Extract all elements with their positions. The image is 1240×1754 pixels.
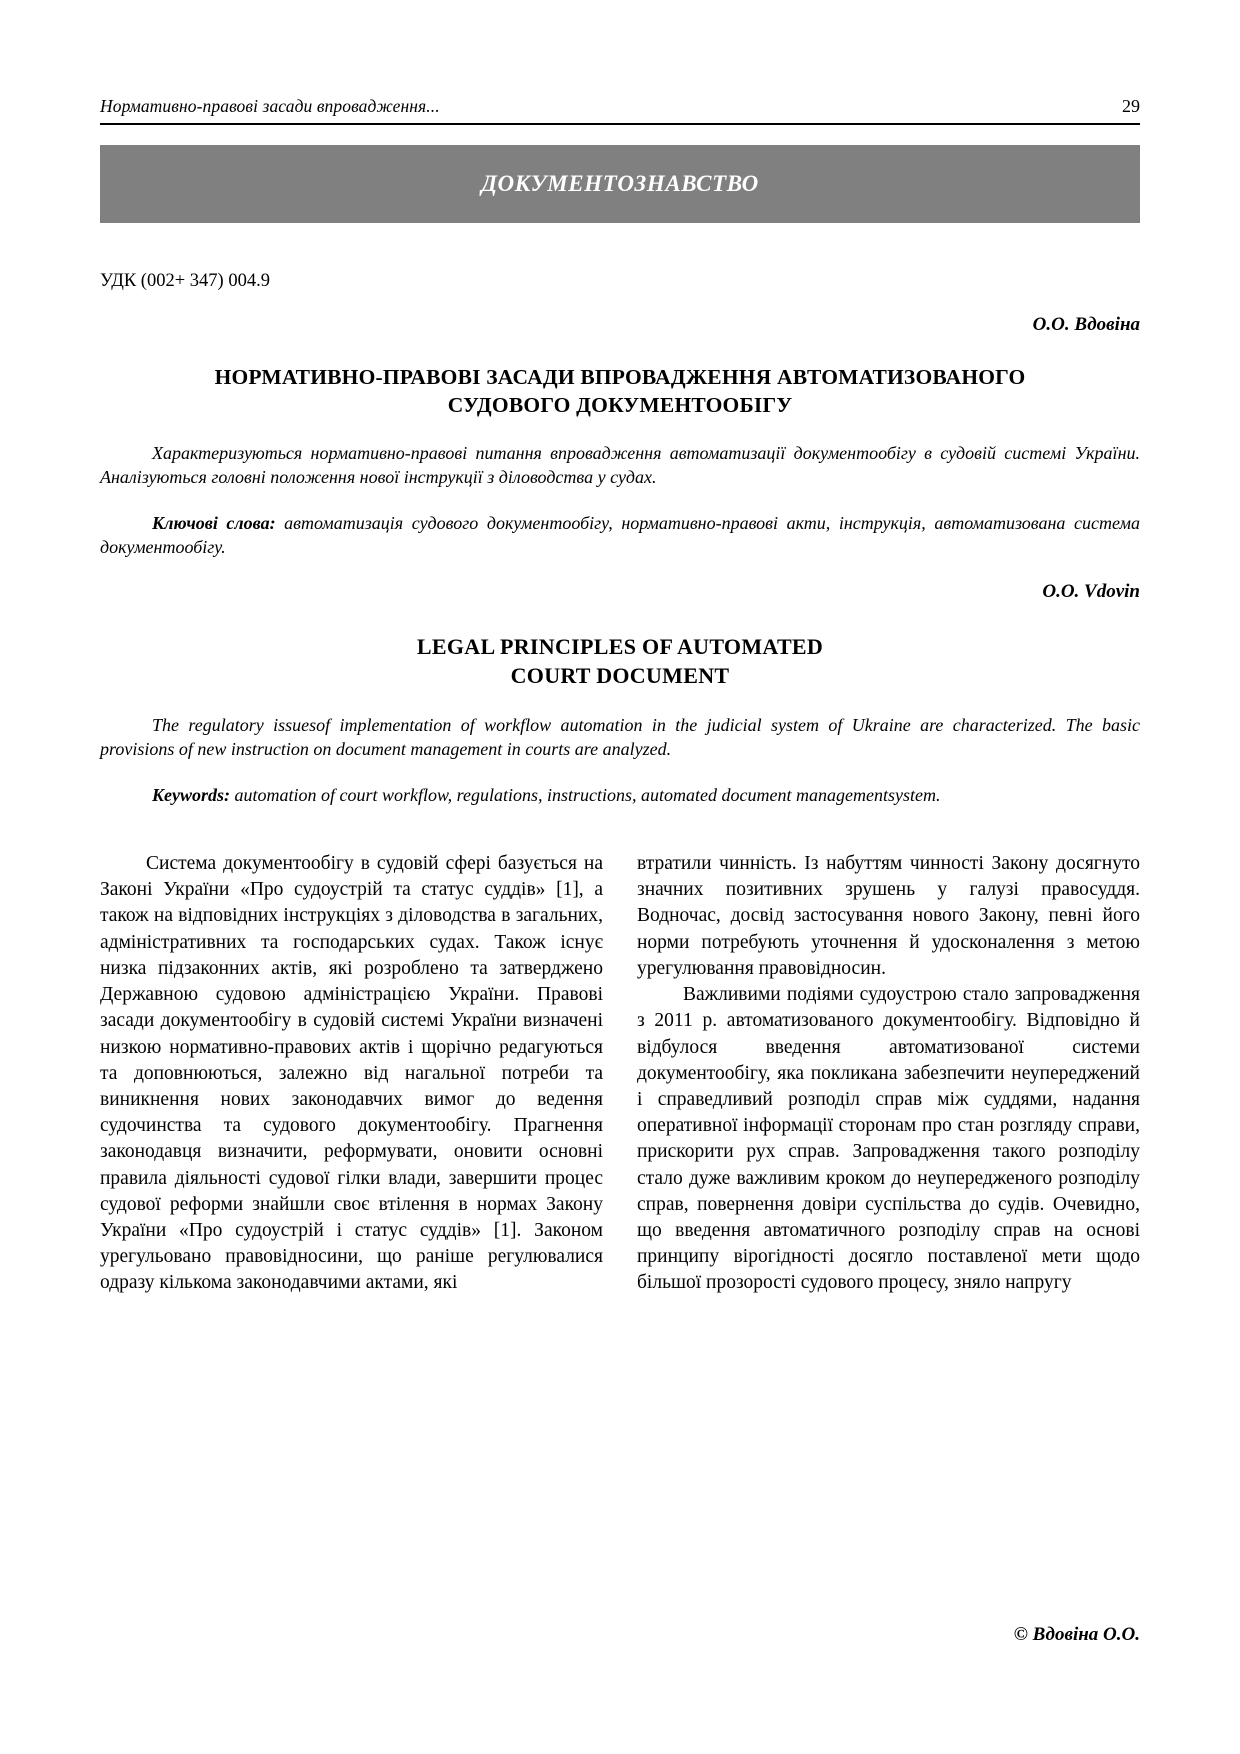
- running-head-title: Нормативно-правові засади впровадження...: [100, 96, 440, 116]
- keywords-uk-label: Ключові слова:: [152, 513, 276, 534]
- keywords-en: [100, 783, 1140, 807]
- article-title-uk-line2: СУДОВОГО ДОКУМЕНТООБІГУ: [447, 392, 793, 417]
- body-columns: [100, 851, 1140, 1297]
- body-column-right: [637, 851, 1140, 1297]
- section-banner-label: ДОКУМЕНТОЗНАВСТВО: [481, 171, 759, 196]
- keywords-en-text: automation of court workflow, regulations, instructions, automated document managementsystem.: [230, 784, 941, 805]
- body-paragraph: Важливими подіями судоустрою стало запровадження з 2011 р. автоматизованого документообігу. Відповідно й відбулося введення автоматизованої системи документообігу, яка покликана забезпечити неупереджений і справедливий розподіл справ між суддями, надання оперативної інформації сторонам про стан розгляду справи, прискорити рух справ. Запровадження такого розподілу стало дуже важливим кроком до неупередженого розподілу справ, повернення довіри суспільства до судів. Очевидно, що введення автоматичного розподілу справ на основі принципу вірогідності досягло поставленої мети щодо більшої прозорості судового процесу, зняло напругу: [637, 984, 1140, 1294]
- abstract-en: The regulatory issuesof implementation of workflow automation in the judicial system of Ukraine are characterized. The basic provisions of new instruction on document management in courts are analyzed.: [100, 714, 1140, 759]
- header-rule: [100, 123, 1140, 125]
- abstract-uk: Характеризуються нормативно-правові питання впровадження автоматизації документообігу в судовій системі України. Аналізуються головні положення нової інструкції з діловодства у судах.: [100, 443, 1140, 488]
- article-title-en-line2: COURT DOCUMENT: [510, 663, 730, 689]
- body-paragraph: втратили чинність. Із набуттям чинності Закону досягнуто значних позитивних зрушень у галузі правосуддя. Водночас, досвід застосування нового Закону, певні його норми потребують уточнення й удосконалення з метою урегулювання правовідносин.: [637, 852, 1140, 979]
- section-banner: [100, 145, 1140, 223]
- body-column-left: [100, 851, 603, 1297]
- body-paragraph: Система документообігу в судовій сфері базується на Законі України «Про судоустрій та статус суддів» [1], а також на відповідних інструкціях з діловодства в загальних, адміністративних та господарських судах. Також існує низка підзаконних актів, які розроблено та затверджено Державною судовою адміністрацією України. Правові засади документообігу в судовій системі України визначені низкою нормативно-правових актів і щорічно редагуються та доповнюються, залежно від нагальної потреби та виникнення нових законодавчих вимог до ведення судочинства та судового документообігу. Прагнення законодавця визначити, реформувати, оновити основні правила діяльності судової гілки влади, завершити процес судової реформи знайшли своє втілення в нормах Закону України «Про судоустрій і статус суддів» [1]. Законом урегульовано правовідносини, що раніше регулювалися одразу кількома законодавчими актами, які: [100, 852, 603, 1294]
- keywords-en-label: Keywords:: [152, 784, 230, 805]
- article-title-uk-line1: НОРМАТИВНО-ПРАВОВІ ЗАСАДИ ВПРОВАДЖЕННЯ АВТОМАТИЗОВАНОГО: [214, 365, 1026, 389]
- author-name-uk: О.О. Вдовіна: [1032, 314, 1140, 335]
- author-name-en: O.O. Vdovin: [1042, 581, 1140, 603]
- running-head: [100, 0, 1140, 117]
- footer-copyright: © Вдовіна О.О.: [1013, 1624, 1140, 1645]
- article-title-en-line1: LEGAL PRINCIPLES OF AUTOMATED: [416, 634, 824, 660]
- udk-code: УДК (002+ 347) 004.9: [100, 271, 270, 291]
- article-title-uk: [100, 364, 1140, 419]
- page-number: 29: [1122, 96, 1140, 116]
- article-title-en: [100, 633, 1140, 690]
- keywords-uk: [100, 511, 1140, 559]
- keywords-uk-text: автоматизація судового документообігу, нормативно-правові акти, інструкція, автоматизована система документообігу.: [100, 513, 1140, 558]
